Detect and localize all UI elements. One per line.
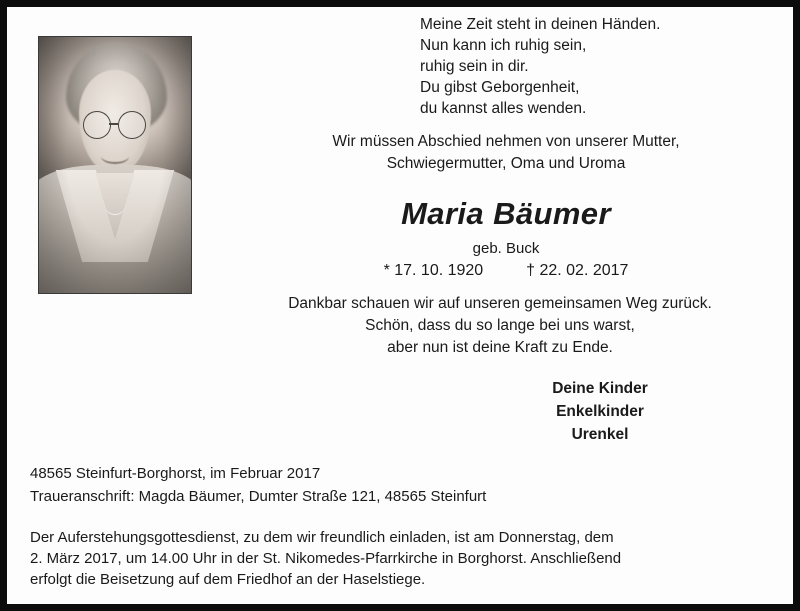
introduction-text — [236, 131, 776, 175]
signer-line: Urenkel — [571, 426, 629, 443]
introduction-line-1: Wir müssen Abschied nehmen von unserer Mutter, — [332, 133, 680, 150]
verse-line: du kannst alles wenden. — [420, 100, 587, 117]
portrait-image — [39, 37, 191, 293]
deceased-name: Maria Bäumer — [401, 196, 611, 231]
memorial-verse — [420, 14, 760, 119]
farewell-line: Schön, dass du so lange bei uns warst, — [365, 317, 635, 334]
service-information — [30, 527, 770, 590]
verse-line: Nun kann ich ruhig sein, — [420, 37, 587, 54]
life-dates — [236, 262, 776, 280]
signer-line: Deine Kinder — [552, 380, 648, 397]
verse-line: Du gibst Geborgenheit, — [420, 79, 580, 96]
portrait-photo — [38, 36, 192, 294]
signer-line: Enkelkinder — [556, 403, 644, 420]
signers-block — [440, 377, 760, 446]
place-and-date: 48565 Steinfurt-Borghorst, im Februar 2017 — [30, 465, 321, 482]
portrait-vignette — [39, 37, 191, 293]
farewell-line: Dankbar schauen wir auf unseren gemeinsamen Weg zurück. — [288, 295, 712, 312]
service-line: erfolgt die Beisetzung auf dem Friedhof an der Haselstiege. — [30, 571, 426, 588]
birth-date: * 17. 10. 1920 — [383, 262, 484, 279]
verse-line: ruhig sein in dir. — [420, 58, 529, 75]
farewell-text — [222, 293, 778, 359]
service-line: 2. März 2017, um 14.00 Uhr in der St. Nikomedes-Pfarrkirche in Borghorst. Anschließend — [30, 550, 622, 567]
mourning-address: Traueranschrift: Magda Bäumer, Dumter Straße 121, 48565 Steinfurt — [30, 488, 487, 505]
service-line: Der Auferstehungsgottesdienst, zu dem wir freundlich einladen, ist am Donnerstag, dem — [30, 529, 614, 546]
maiden-name: geb. Buck — [472, 240, 540, 257]
farewell-line: aber nun ist deine Kraft zu Ende. — [387, 339, 613, 356]
verse-line: Meine Zeit steht in deinen Händen. — [420, 16, 661, 33]
introduction-line-2: Schwiegermutter, Oma und Uroma — [386, 155, 626, 172]
death-date: † 22. 02. 2017 — [526, 262, 629, 279]
